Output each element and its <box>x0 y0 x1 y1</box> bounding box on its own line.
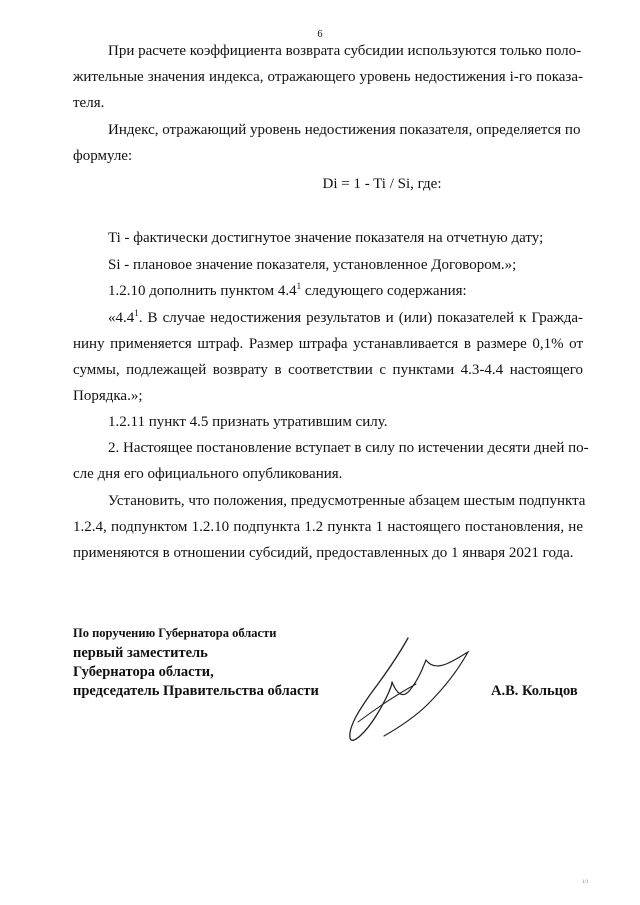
signature-line-3: Губернатора области, <box>73 664 214 680</box>
p1-line1: При расчете коэффициента возврата субсидии используются только поло- <box>108 43 582 59</box>
definition-ti: Ti - фактически достигнутое значение показателя на отчетную дату; <box>108 230 544 246</box>
handwritten-signature <box>340 630 500 750</box>
p2-line2: формуле: <box>73 148 133 164</box>
definition-si: Si - плановое значение показателя, установленное Договором.»; <box>108 257 517 273</box>
signatory-name: А.В. Кольцов <box>491 683 578 699</box>
p44-line1-sup: 1 <box>134 308 139 318</box>
item-1-2-10-after: следующего содержания: <box>301 283 467 299</box>
p44-line2: нину применяется штраф. Размер штрафа устанавливается в размере 0,1% от <box>73 336 583 352</box>
p44-line1-after: . В случае недостижения результатов и (или) показателей к Гражда- <box>138 310 583 326</box>
p2-line1: Индекс, отражающий уровень недостижения показателя, определяется по <box>108 122 581 138</box>
item-1-2-11: 1.2.11 пункт 4.5 признать утратившим силу. <box>108 414 388 430</box>
p-est-line2: 1.2.4, подпунктом 1.2.10 подпункта 1.2 пункта 1 настоящего постановления, не <box>73 519 583 535</box>
signature-line-4: председатель Правительства области <box>73 683 319 699</box>
p-2-line1: 2. Настоящее постановление вступает в силу по истечении десяти дней по- <box>108 440 589 456</box>
formula <box>0 176 640 193</box>
p44-line3: суммы, подлежащей возврату в соответствии с пунктами 4.3-4.4 настоящего <box>73 362 583 378</box>
formula-text: Di = 1 - Ti / Si, где: <box>322 176 442 192</box>
signature-line-2: первый заместитель <box>73 645 208 661</box>
p1-line3: теля. <box>73 95 105 111</box>
page-number: 6 <box>317 29 323 40</box>
p-est-line3: применяются в отношении субсидий, предоставленных до 1 января 2021 года. <box>73 545 574 561</box>
footer-mark: 1/1 <box>582 880 589 885</box>
p-est-line1: Установить, что положения, предусмотренные абзацем шестым подпункта <box>108 493 586 509</box>
p44-line1 <box>108 310 583 327</box>
item-1-2-10-before: 1.2.10 дополнить пунктом 4.4 <box>108 283 297 299</box>
p1-line2: жительные значения индекса, отражающего уровень недостижения i-го показа- <box>73 69 583 85</box>
item-1-2-10-sup: 1 <box>296 281 302 291</box>
signature-line-1: По поручению Губернатора области <box>73 626 277 640</box>
p44-line4: Порядка.»; <box>73 388 143 404</box>
item-1-2-10 <box>108 283 467 300</box>
p-2-line2: сле дня его официального опубликования. <box>73 466 343 482</box>
p44-line1-before: «4.4 <box>108 310 135 326</box>
